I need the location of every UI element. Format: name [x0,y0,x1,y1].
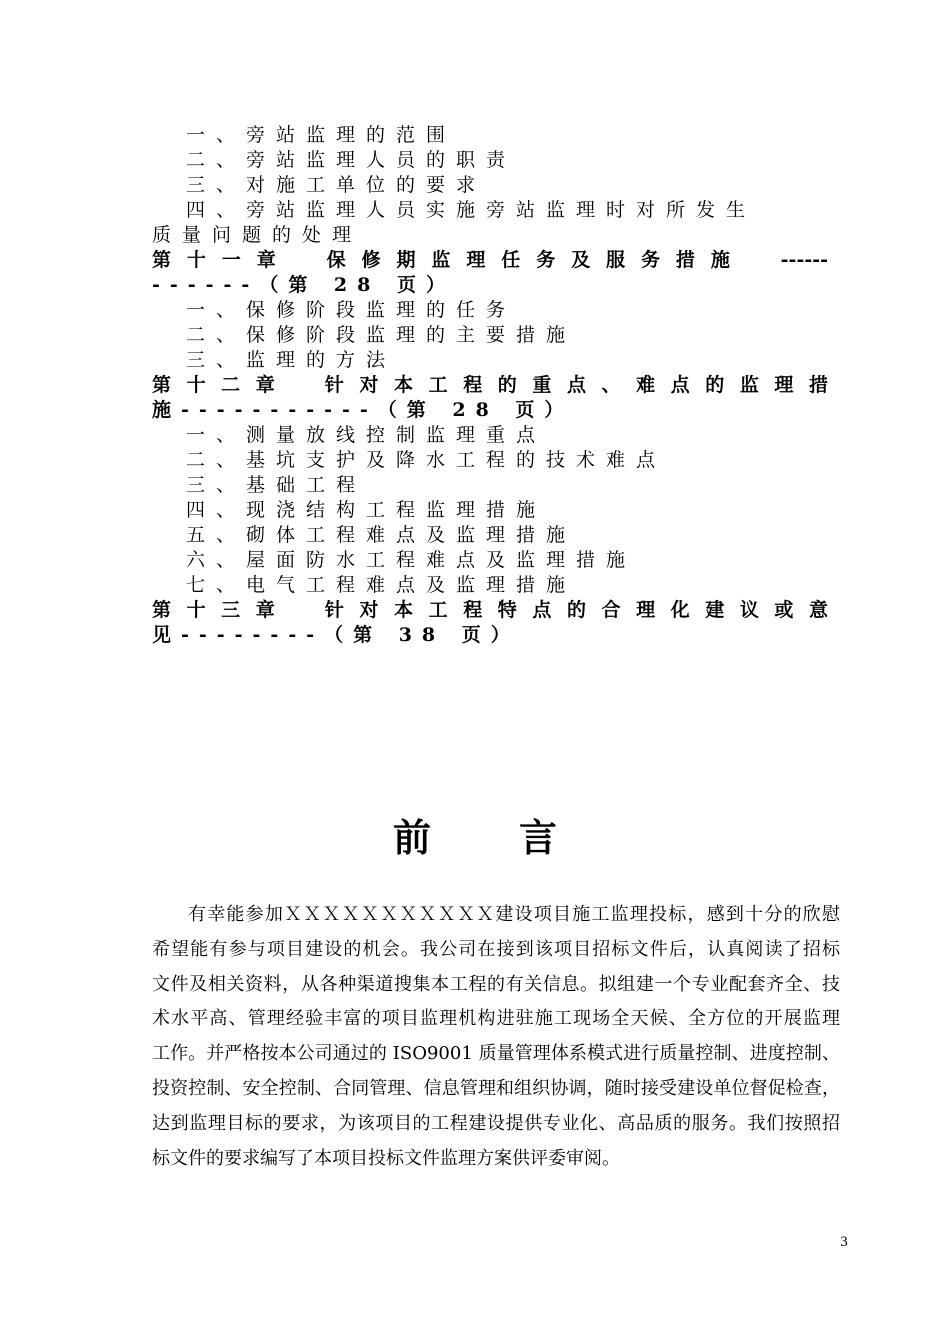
toc-line: 二、保修阶段监理的主要措施 [186,324,577,346]
toc-chapter-line: ------（第 28 页） [152,274,455,296]
toc-line: 三、基础工程 [186,474,367,496]
preface-body [152,898,840,1176]
preface-line: 投资控制、安全控制、合同管理、信息管理和组织协调，随时接受建设单位督促检查， [152,1077,840,1099]
toc-chapter-line: 施-----------（第 28 页） [152,399,574,421]
page-number: 3 [840,1234,848,1250]
table-of-contents [152,123,828,648]
toc-chapter-line: 第十二章 针对本工程的重点、难点的监理措 [152,374,828,396]
toc-line: 六、屋面防水工程难点及监理措施 [186,549,637,571]
toc-line: 三、监理的方法 [186,349,397,371]
preface-line: 标文件的要求编写了本项目投标文件监理方案供评委审阅。 [152,1147,620,1169]
toc-line: 一、旁站监理的范围 [186,124,457,146]
preface-line: 希望能有参与项目建设的机会。我公司在接到该项目招标文件后，认真阅读了招标 [152,938,840,960]
preface-line: 文件及相关资料，从各种渠道搜集本工程的有关信息。拟组建一个专业配套齐全、技 [152,973,840,995]
toc-line: 四、现浇结构工程监理措施 [186,499,547,521]
preface-title: 前言 [392,815,645,860]
toc-line: 二、基坑支护及降水工程的技术难点 [186,449,667,471]
toc-chapter-line: 第十一章 保修期监理任务及服务措施 ------ [152,249,828,271]
preface-line: 达到监理目标的要求，为该项目的工程建设提供专业化、高品质的服务。我们按照招 [152,1112,840,1134]
preface-line: 工作。并严格按本公司通过的 ISO9001 质量管理体系模式进行质量控制、进度控制、 [152,1043,840,1065]
toc-line: 五、砌体工程难点及监理措施 [186,524,577,546]
preface-line: 有幸能参加ＸＸＸＸＸＸＸＸＸＸＸ建设项目施工监理投标，感到十分的欣慰 [188,904,840,925]
toc-line: 三、对施工单位的要求 [186,174,487,196]
toc-line: 四、旁站监理人员实施旁站监理时对所发生 [186,199,757,221]
toc-chapter-line: 见--------（第 38 页） [152,624,520,646]
toc-line: 一、测量放线控制监理重点 [186,424,547,446]
toc-line: 质量问题的处理 [152,224,363,246]
toc-line: 二、旁站监理人员的职责 [186,149,517,171]
toc-line: 一、保修阶段监理的任务 [186,299,517,321]
preface-line: 术水平高、管理经验丰富的项目监理机构进驻施工现场全天候、全方位的开展监理 [152,1008,840,1030]
toc-line: 七、电气工程难点及监理措施 [186,574,577,596]
toc-chapter-line: 第十三章 针对本工程特点的合理化建议或意 [152,599,828,621]
